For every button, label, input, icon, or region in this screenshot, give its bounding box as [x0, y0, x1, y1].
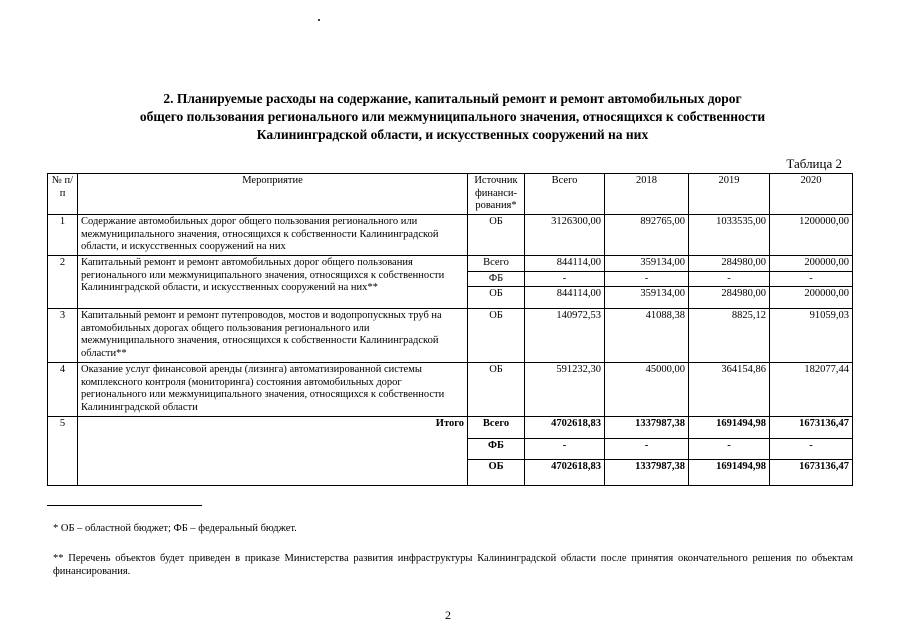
row-2019: 284980,00: [689, 287, 770, 309]
table-row: [48, 256, 853, 272]
row-2020: -: [770, 439, 853, 460]
row-2018: -: [605, 439, 689, 460]
row-2020: -: [770, 271, 853, 287]
row-2019: 8825,12: [689, 309, 770, 363]
row-source: ОБ: [468, 309, 525, 363]
table-row: [48, 363, 853, 417]
row-total: 591232,30: [525, 363, 605, 417]
footnote-divider: [47, 505, 202, 506]
row-source: ОБ: [468, 363, 525, 417]
row-2020: 1673136,47: [770, 417, 853, 439]
row-description: Содержание автомобильных дорог общего пользования регионального или межмуниципального значения, относящихся к собственности Калининградской области, и искусственных сооружений на них: [78, 215, 468, 256]
row-2019: -: [689, 271, 770, 287]
scan-speck: [318, 19, 320, 21]
header-source: Источник финанси-рования*: [468, 174, 525, 215]
row-2019: -: [689, 439, 770, 460]
row-2020: 1673136,47: [770, 460, 853, 486]
title-line-2: общего пользования регионального или межмуниципального значения, относящихся к собственности: [139, 109, 766, 124]
header-event: Мероприятие: [78, 174, 468, 215]
row-2018: 359134,00: [605, 256, 689, 272]
row-source: Всего: [468, 256, 525, 272]
table-row: [48, 309, 853, 363]
expenses-table: [47, 173, 853, 486]
row-num: 5: [48, 417, 78, 486]
row-num: 3: [48, 309, 78, 363]
row-total: -: [525, 271, 605, 287]
row-2020: 91059,03: [770, 309, 853, 363]
row-total: 3126300,00: [525, 215, 605, 256]
page-number: 2: [445, 608, 451, 622]
row-source: ОБ: [468, 460, 525, 486]
table-row: [48, 215, 853, 256]
header-2020: 2020: [770, 174, 853, 215]
totals-row: [48, 417, 853, 439]
row-description: Капитальный ремонт и ремонт автомобильных дорог общего пользования регионального или межмуниципального значения, относящихся к собственности Калининградской области, и искусственных сооружений на них**: [78, 256, 468, 309]
row-2020: 1200000,00: [770, 215, 853, 256]
row-2018: 359134,00: [605, 287, 689, 309]
row-2019: 1691494,98: [689, 460, 770, 486]
row-num: 4: [48, 363, 78, 417]
document-title: [95, 90, 810, 144]
row-source: ФБ: [468, 271, 525, 287]
row-2020: 200000,00: [770, 287, 853, 309]
header-2019: 2019: [689, 174, 770, 215]
header-2018: 2018: [605, 174, 689, 215]
title-line-1: 2. Планируемые расходы на содержание, капитальный ремонт и ремонт автомобильных дорог: [163, 91, 742, 106]
row-description: Оказание услуг финансовой аренды (лизинга) автоматизированной системы комплексного контроля (мониторинга) состояния автомобильных дорог регионального или межмуниципального значения, относящихся к собственности Калининградской области: [78, 363, 468, 417]
footnote-2: ** Перечень объектов будет приведен в приказе Министерства развития инфраструктуры Калининградской области после принятия окончательного решения по объектам финансирования.: [53, 553, 853, 577]
row-2019: 284980,00: [689, 256, 770, 272]
table-caption: Таблица 2: [786, 156, 842, 171]
row-total: 844114,00: [525, 287, 605, 309]
totals-label: Итого: [78, 417, 468, 486]
row-2020: 200000,00: [770, 256, 853, 272]
row-num: 1: [48, 215, 78, 256]
row-total: 4702618,83: [525, 460, 605, 486]
row-2019: 1033535,00: [689, 215, 770, 256]
row-total: 4702618,83: [525, 417, 605, 439]
row-num: 2: [48, 256, 78, 309]
row-source: ОБ: [468, 215, 525, 256]
row-description: Капитальный ремонт и ремонт путепроводов, мостов и водопропускных труб на автомобильных дорогах общего пользования регионального или межмуниципального значения, относящихся к собственности Калининградской области**: [78, 309, 468, 363]
row-2019: 1691494,98: [689, 417, 770, 439]
row-source: Всего: [468, 417, 525, 439]
row-2018: 1337987,38: [605, 460, 689, 486]
row-total: -: [525, 439, 605, 460]
title-line-3: Калининградской области, и искусственных сооружений на них: [256, 127, 649, 142]
header-total: Всего: [525, 174, 605, 215]
row-source: ФБ: [468, 439, 525, 460]
row-total: 140972,53: [525, 309, 605, 363]
row-2018: 41088,38: [605, 309, 689, 363]
footnote-1: * ОБ – областной бюджет; ФБ – федеральный бюджет.: [53, 523, 297, 534]
row-2019: 364154,86: [689, 363, 770, 417]
row-2018: 892765,00: [605, 215, 689, 256]
header-num: № п/п: [48, 174, 78, 215]
row-total: 844114,00: [525, 256, 605, 272]
row-2018: 1337987,38: [605, 417, 689, 439]
row-2020: 182077,44: [770, 363, 853, 417]
table-header-row: [48, 174, 853, 215]
row-2018: 45000,00: [605, 363, 689, 417]
row-2018: -: [605, 271, 689, 287]
row-source: ОБ: [468, 287, 525, 309]
